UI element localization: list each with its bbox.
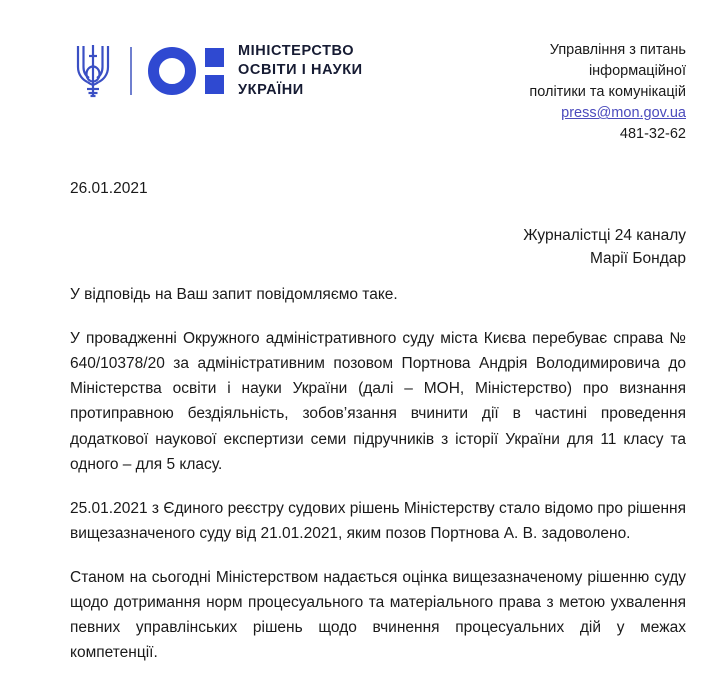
ukraine-trident-icon: [70, 40, 116, 102]
wordmark-line-1: МІНІСТЕРСТВО: [238, 42, 355, 59]
body-paragraph-4: Станом на сьогодні Міністерством надається оцінка вищезазначеному рішенню суду щодо дотримання норм процесуального та матеріального права з метою ухвалення певних управлінських рішень щодо вчинення процесуальних дій у межах компетенції.: [70, 568, 686, 662]
contact-line-2: інформаційної: [588, 63, 686, 80]
addressee-line-1: Журналістці 24 каналу: [523, 227, 686, 244]
document-date: 26.01.2021: [70, 180, 148, 197]
contact-line-3: політики та комунікацій: [529, 84, 686, 101]
body-paragraph-2: У провадженні Окружного адміністративного суду міста Києва перебуває справа № 640/10378/20 за адміністративним позовом Портнова Андрія Володимировича до Міністерства освіти і науки України (далі – МОН, Міністерство) про визнання протиправною бездіяльність, зобов’язання вчинити дії в частині проведення додаткової наукової експертизи семи підручників з історії України для 11 класу та одного – для 5 класу.: [70, 330, 686, 473]
wordmark-line-3: УКРАЇНИ: [238, 81, 304, 98]
contact-phone: 481-32-62: [619, 126, 686, 143]
mon-square-bottom: [205, 75, 224, 94]
body-paragraph-3: 25.01.2021 з Єдиного реєстру судових рішень Міністерству стало відомо про рішення вищезазначеного суду від 21.01.2021, яким позов Портнова А. В. задоволено.: [70, 499, 686, 542]
ministry-branding: [70, 36, 363, 102]
contact-email-link[interactable]: press@mon.gov.ua: [561, 105, 686, 122]
mon-squares-shape: [205, 48, 224, 94]
mon-square-top: [205, 48, 224, 67]
addressee-block: [523, 224, 686, 271]
contact-line-1: Управління з питань: [549, 42, 686, 58]
body-paragraph-1: У відповідь на Ваш запит повідомляємо таке.: [70, 286, 398, 303]
contact-block: [529, 36, 686, 145]
mon-ring-squares-icon: [148, 47, 224, 95]
mon-ring-shape: [148, 47, 196, 95]
letterhead: [70, 36, 686, 145]
addressee-line-2: Марії Бондар: [589, 250, 686, 268]
letter-body: [70, 282, 686, 665]
brand-divider: [130, 47, 132, 95]
wordmark-line-2: ОСВІТИ І НАУКИ: [238, 62, 363, 79]
ministry-wordmark: [238, 42, 363, 101]
